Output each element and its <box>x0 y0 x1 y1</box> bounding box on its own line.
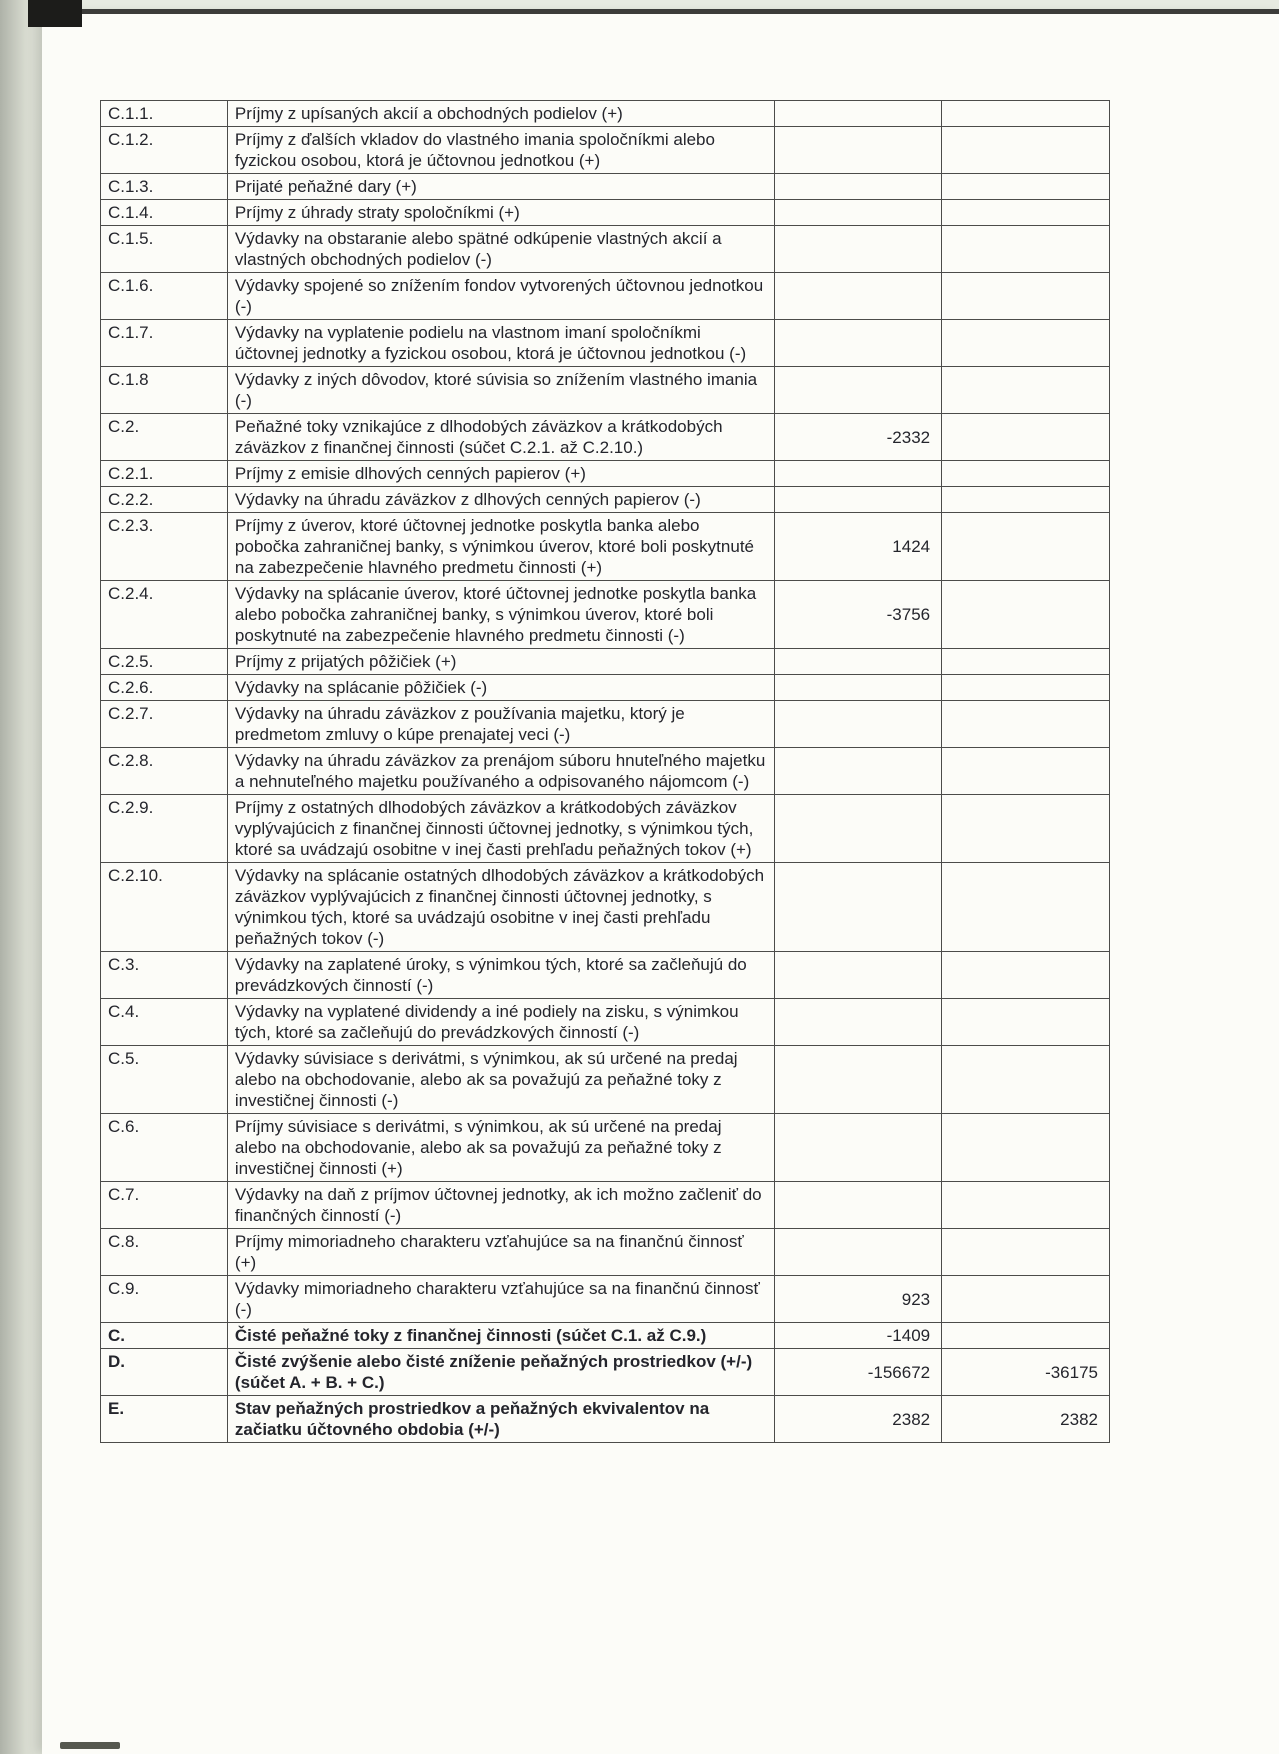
row-code: C.2.7. <box>101 701 228 748</box>
row-value-previous <box>942 1323 1110 1349</box>
row-code: E. <box>101 1396 228 1443</box>
row-value-previous <box>942 1114 1110 1182</box>
row-description: Príjmy z prijatých pôžičiek (+) <box>227 649 774 675</box>
row-value-current: -2332 <box>775 414 942 461</box>
scan-top-edge-line <box>30 9 1279 14</box>
row-description: Výdavky z iných dôvodov, ktoré súvisia so znížením vlastného imania (-) <box>227 367 774 414</box>
row-code: C.9. <box>101 1276 228 1323</box>
table-row <box>101 101 1110 127</box>
row-code: C.6. <box>101 1114 228 1182</box>
row-description: Príjmy z emisie dlhových cenných papierov (+) <box>227 461 774 487</box>
row-code: C.4. <box>101 999 228 1046</box>
row-code: C.2.2. <box>101 487 228 513</box>
row-code: C.7. <box>101 1182 228 1229</box>
scan-corner-mark <box>28 0 82 27</box>
row-code: C.1.3. <box>101 174 228 200</box>
row-value-previous <box>942 649 1110 675</box>
row-description: Výdavky súvisiace s derivátmi, s výnimkou, ak sú určené na predaj alebo na obchodovanie, alebo ak sa považujú za peňažné toky z investičnej činnosti (-) <box>227 1046 774 1114</box>
row-description: Príjmy z úhrady straty spoločníkmi (+) <box>227 200 774 226</box>
row-value-previous <box>942 461 1110 487</box>
row-code: C.2.1. <box>101 461 228 487</box>
table-row <box>101 513 1110 581</box>
table-row <box>101 795 1110 863</box>
row-code: C.2. <box>101 414 228 461</box>
table-row <box>101 748 1110 795</box>
row-code: C. <box>101 1323 228 1349</box>
scan-bottom-mark <box>60 1742 120 1749</box>
row-value-current <box>775 675 942 701</box>
table-row <box>101 320 1110 367</box>
table-row <box>101 127 1110 174</box>
table-row <box>101 1349 1110 1396</box>
row-value-current <box>775 863 942 952</box>
row-value-previous <box>942 581 1110 649</box>
table-row <box>101 1396 1110 1443</box>
row-description: Výdavky na úhradu záväzkov z používania majetku, ktorý je predmetom zmluvy o kúpe prenajatej veci (-) <box>227 701 774 748</box>
table-row <box>101 367 1110 414</box>
row-value-current <box>775 127 942 174</box>
table-row <box>101 701 1110 748</box>
row-code: C.5. <box>101 1046 228 1114</box>
row-description: Výdavky na splácanie úverov, ktoré účtovnej jednotke poskytla banka alebo pobočka zahraničnej banky, s výnimkou úverov, ktoré boli poskytnuté na zabezpečenie hlavného predmetu činnosti (-) <box>227 581 774 649</box>
row-value-current: -3756 <box>775 581 942 649</box>
row-value-previous <box>942 1182 1110 1229</box>
row-description: Príjmy z upísaných akcií a obchodných podielov (+) <box>227 101 774 127</box>
table-row <box>101 581 1110 649</box>
table-row <box>101 487 1110 513</box>
table-row <box>101 1046 1110 1114</box>
row-description: Výdavky na splácanie pôžičiek (-) <box>227 675 774 701</box>
row-value-previous <box>942 952 1110 999</box>
table-row <box>101 999 1110 1046</box>
row-value-current <box>775 461 942 487</box>
row-value-current <box>775 795 942 863</box>
row-description: Výdavky na vyplatenie podielu na vlastnom imaní spoločníkmi účtovnej jednotky a fyzickou osobou, ktorá je účtovnou jednotkou (-) <box>227 320 774 367</box>
row-code: C.8. <box>101 1229 228 1276</box>
row-code: C.2.8. <box>101 748 228 795</box>
row-value-previous <box>942 1046 1110 1114</box>
table-row <box>101 863 1110 952</box>
row-description: Príjmy mimoriadneho charakteru vzťahujúce sa na finančnú činnosť (+) <box>227 1229 774 1276</box>
table-row <box>101 1323 1110 1349</box>
row-code: C.2.4. <box>101 581 228 649</box>
row-value-previous <box>942 863 1110 952</box>
row-value-current: 2382 <box>775 1396 942 1443</box>
row-code: C.1.2. <box>101 127 228 174</box>
row-value-previous <box>942 1276 1110 1323</box>
row-description: Príjmy súvisiace s derivátmi, s výnimkou, ak sú určené na predaj alebo na obchodovanie, alebo ak sa považujú za peňažné toky z investičnej činnosti (+) <box>227 1114 774 1182</box>
row-code: C.1.7. <box>101 320 228 367</box>
row-value-current <box>775 649 942 675</box>
row-value-previous <box>942 487 1110 513</box>
row-value-current <box>775 1046 942 1114</box>
row-code: C.1.5. <box>101 226 228 273</box>
row-value-previous <box>942 1229 1110 1276</box>
row-value-current <box>775 273 942 320</box>
row-description: Príjmy z ostatných dlhodobých záväzkov a krátkodobých záväzkov vyplývajúcich z finančnej činnosti účtovnej jednotky, s výnimkou tých, ktoré sa uvádzajú osobitne v inej časti prehľadu peňažných tokov (+) <box>227 795 774 863</box>
row-description: Príjmy z ďalších vkladov do vlastného imania spoločníkmi alebo fyzickou osobou, ktorá je účtovnou jednotkou (+) <box>227 127 774 174</box>
table-row <box>101 226 1110 273</box>
row-value-previous <box>942 675 1110 701</box>
row-value-current <box>775 320 942 367</box>
row-value-current <box>775 1114 942 1182</box>
row-value-current <box>775 367 942 414</box>
row-description: Čisté zvýšenie alebo čisté zníženie peňažných prostriedkov (+/-) (súčet A. + B. + C.) <box>227 1349 774 1396</box>
row-value-current <box>775 174 942 200</box>
table-row <box>101 1276 1110 1323</box>
row-value-previous <box>942 320 1110 367</box>
table-row <box>101 649 1110 675</box>
row-code: D. <box>101 1349 228 1396</box>
row-value-previous: 2382 <box>942 1396 1110 1443</box>
row-value-current <box>775 1182 942 1229</box>
row-value-current <box>775 226 942 273</box>
row-description: Výdavky na splácanie ostatných dlhodobých záväzkov a krátkodobých záväzkov vyplývajúcich z finančnej činnosti účtovnej jednotky, s výnimkou tých, ktoré sa uvádzajú osobitne v inej časti prehľadu peňažných tokov (-) <box>227 863 774 952</box>
row-description: Stav peňažných prostriedkov a peňažných ekvivalentov na začiatku účtovného obdobia (+/-) <box>227 1396 774 1443</box>
row-value-previous <box>942 273 1110 320</box>
row-code: C.2.9. <box>101 795 228 863</box>
row-value-current <box>775 1229 942 1276</box>
row-value-previous <box>942 174 1110 200</box>
row-description: Výdavky mimoriadneho charakteru vzťahujúce sa na finančnú činnosť (-) <box>227 1276 774 1323</box>
row-value-previous <box>942 414 1110 461</box>
table-row <box>101 200 1110 226</box>
row-value-previous <box>942 226 1110 273</box>
row-value-previous <box>942 367 1110 414</box>
row-code: C.1.8 <box>101 367 228 414</box>
row-code: C.1.6. <box>101 273 228 320</box>
row-code: C.2.3. <box>101 513 228 581</box>
row-code: C.2.10. <box>101 863 228 952</box>
row-code: C.1.4. <box>101 200 228 226</box>
row-description: Výdavky spojené so znížením fondov vytvorených účtovnou jednotkou (-) <box>227 273 774 320</box>
row-value-current: 923 <box>775 1276 942 1323</box>
row-value-previous <box>942 200 1110 226</box>
cash-flow-table-body <box>101 101 1110 1443</box>
row-value-previous <box>942 999 1110 1046</box>
row-value-previous <box>942 513 1110 581</box>
row-code: C.3. <box>101 952 228 999</box>
row-value-current <box>775 101 942 127</box>
row-value-current <box>775 200 942 226</box>
row-value-current <box>775 952 942 999</box>
scan-left-edge-shadow <box>0 0 42 1754</box>
cash-flow-table <box>100 100 1110 1443</box>
row-description: Výdavky na úhradu záväzkov za prenájom súboru hnuteľného majetku a nehnuteľného majetku používaného a odpisovaného nájomcom (-) <box>227 748 774 795</box>
row-description: Peňažné toky vznikajúce z dlhodobých záväzkov a krátkodobých záväzkov z finančnej činnosti (súčet C.2.1. až C.2.10.) <box>227 414 774 461</box>
row-value-previous <box>942 127 1110 174</box>
row-value-previous: -36175 <box>942 1349 1110 1396</box>
row-value-current <box>775 487 942 513</box>
row-description: Výdavky na vyplatené dividendy a iné podiely na zisku, s výnimkou tých, ktoré sa začleňujú do prevádzkových činností (-) <box>227 999 774 1046</box>
row-description: Čisté peňažné toky z finančnej činnosti (súčet C.1. až C.9.) <box>227 1323 774 1349</box>
row-value-current: -1409 <box>775 1323 942 1349</box>
row-value-previous <box>942 748 1110 795</box>
table-row <box>101 174 1110 200</box>
table-row <box>101 1114 1110 1182</box>
table-row <box>101 952 1110 999</box>
table-row <box>101 1229 1110 1276</box>
table-row <box>101 1182 1110 1229</box>
row-value-current: 1424 <box>775 513 942 581</box>
row-code: C.2.5. <box>101 649 228 675</box>
row-code: C.1.1. <box>101 101 228 127</box>
row-value-previous <box>942 795 1110 863</box>
row-description: Výdavky na daň z príjmov účtovnej jednotky, ak ich možno začleniť do finančných činností (-) <box>227 1182 774 1229</box>
table-row <box>101 675 1110 701</box>
row-description: Výdavky na zaplatené úroky, s výnimkou tých, ktoré sa začleňujú do prevádzkových činností (-) <box>227 952 774 999</box>
row-description: Prijaté peňažné dary (+) <box>227 174 774 200</box>
table-row <box>101 461 1110 487</box>
row-value-previous <box>942 101 1110 127</box>
paper-sheet <box>42 14 1279 1754</box>
table-row <box>101 414 1110 461</box>
row-description: Výdavky na úhradu záväzkov z dlhových cenných papierov (-) <box>227 487 774 513</box>
table-row <box>101 273 1110 320</box>
row-value-current <box>775 748 942 795</box>
row-description: Príjmy z úverov, ktoré účtovnej jednotke poskytla banka alebo pobočka zahraničnej banky, s výnimkou úverov, ktoré boli poskytnuté na zabezpečenie hlavného predmetu činnosti (+) <box>227 513 774 581</box>
row-code: C.2.6. <box>101 675 228 701</box>
row-description: Výdavky na obstaranie alebo spätné odkúpenie vlastných akcií a vlastných obchodných podielov (-) <box>227 226 774 273</box>
row-value-previous <box>942 701 1110 748</box>
row-value-current <box>775 701 942 748</box>
row-value-current <box>775 999 942 1046</box>
row-value-current: -156672 <box>775 1349 942 1396</box>
